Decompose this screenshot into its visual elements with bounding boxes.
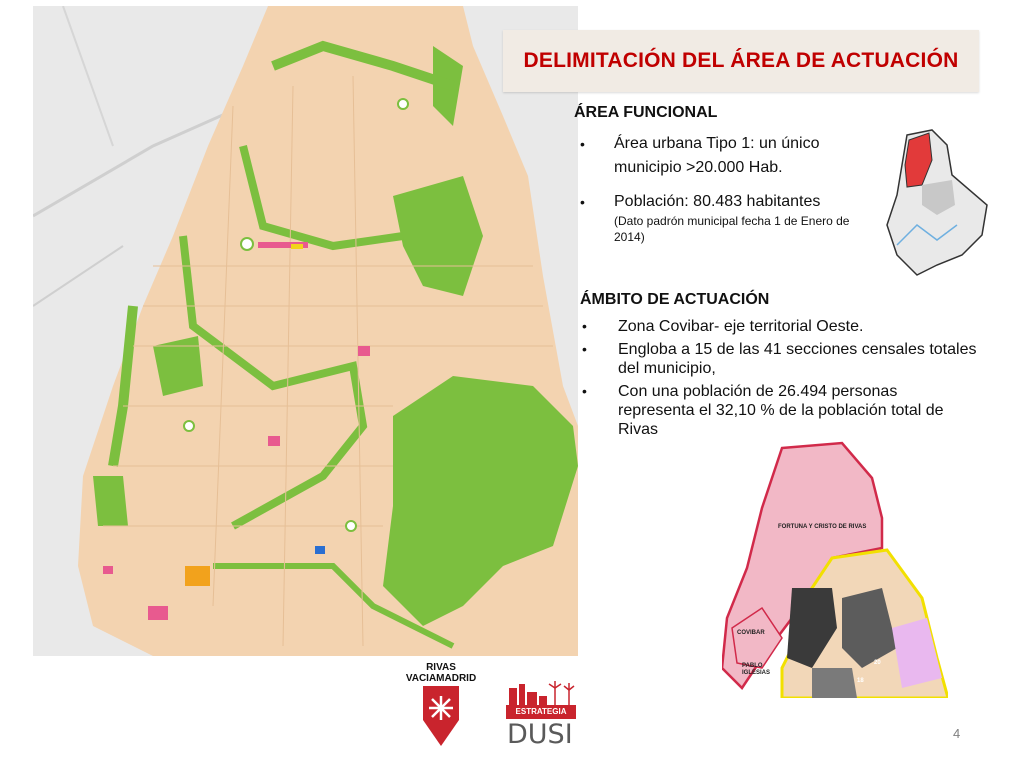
estrategia-dusi-logo — [503, 680, 579, 750]
ambito-heading: ÁMBITO DE ACTUACIÓN — [580, 291, 770, 308]
logo-text: RIVAS — [426, 662, 456, 673]
zone-label: 20 — [874, 660, 881, 666]
ambito-list — [580, 317, 990, 439]
list-item — [580, 340, 990, 378]
rivas-shield-icon — [401, 684, 481, 746]
city-skyline-icon — [503, 680, 579, 706]
area-funcional-list — [578, 132, 878, 245]
zone-label: 18 — [857, 678, 864, 684]
dusi-wordmark: DUSI — [507, 719, 573, 750]
logo-text: VACIAMADRID — [405, 673, 477, 684]
page-number: 4 — [953, 726, 961, 741]
census-sections-map — [722, 438, 948, 698]
bullet-icon: • — [580, 194, 585, 210]
list-item-text: Zona Covibar- eje territorial Oeste. — [618, 318, 864, 335]
bullet-icon: • — [582, 318, 587, 334]
slide-title: DELIMITACIÓN DEL ÁREA DE ACTUACIÓN — [523, 49, 959, 72]
zone-label: COVIBAR — [737, 630, 765, 636]
list-item — [578, 132, 878, 180]
zone-label: PABLO — [742, 663, 763, 669]
bullet-icon: • — [580, 136, 585, 152]
list-item-text: Población: 80.483 habitantes — [614, 193, 821, 210]
list-item — [580, 382, 948, 439]
municipality-inset-map — [877, 105, 994, 280]
list-item-text: Engloba a 15 de las 41 secciones censales totales del municipio, — [618, 341, 977, 377]
zone-label: IGLESIAS — [742, 670, 771, 676]
bullet-icon: • — [582, 383, 587, 399]
list-item — [578, 191, 878, 245]
title-box — [503, 30, 979, 92]
rivas-vaciamadrid-logo — [401, 662, 481, 748]
zone-label: FORTUNA Y CRISTO DE RIVAS — [778, 524, 867, 530]
city-map — [33, 6, 578, 656]
list-item-text: Área urbana Tipo 1: un único municipio >20.000 Hab. — [614, 135, 820, 176]
list-item-note: (Dato padrón municipal fecha 1 de Enero de 2014) — [614, 214, 850, 244]
list-item — [580, 317, 990, 336]
bullet-icon: • — [582, 341, 587, 357]
estrategia-badge: ESTRATEGIA — [506, 705, 576, 719]
list-item-text: Con una población de 26.494 personas representa el 32,10 % de la población total de Rivas — [618, 383, 944, 438]
area-funcional-heading: ÁREA FUNCIONAL — [574, 104, 718, 121]
